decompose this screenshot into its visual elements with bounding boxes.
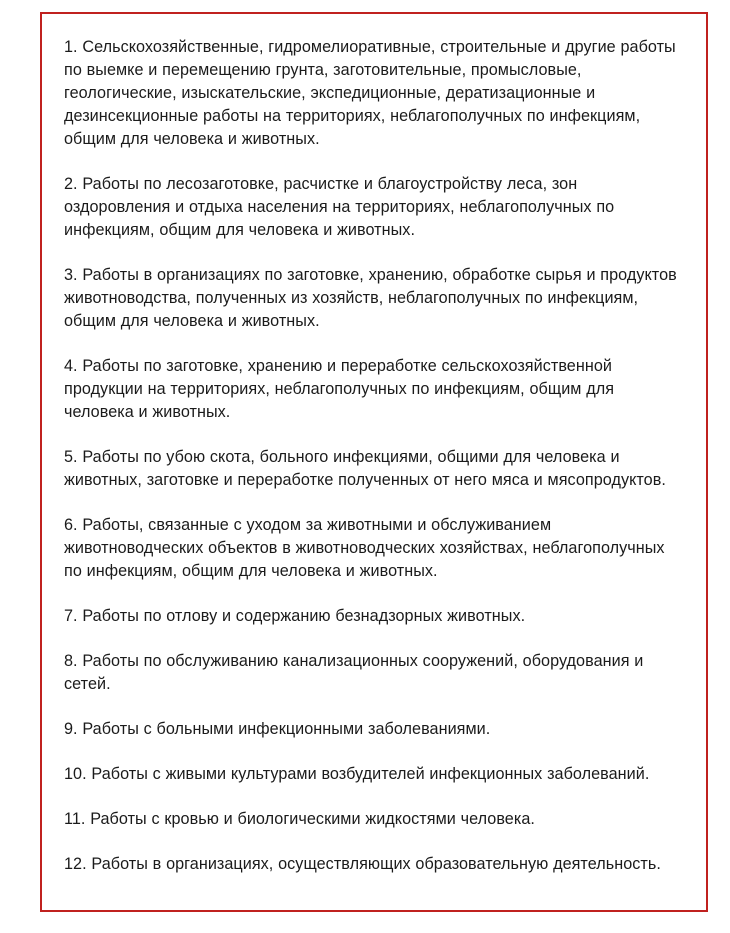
clause-item: 7. Работы по отлову и содержанию безнадзорных животных. — [64, 607, 526, 625]
clause-item: 6. Работы, связанные с уходом за животными и обслуживанием животноводческих объектов в животноводческих хозяйствах, неблагополучных по инфекциям, общим для человека и животных. — [64, 516, 665, 580]
clause-item: 8. Работы по обслуживанию канализационных сооружений, оборудования и сетей. — [64, 652, 644, 693]
clause-item: 9. Работы с больными инфекционными заболеваниями. — [64, 720, 491, 738]
clause-list — [42, 14, 706, 894]
clause-item: 3. Работы в организациях по заготовке, хранению, обработке сырья и продуктов животноводства, полученных из хозяйств, неблагополучных по инфекциям, общим для человека и животных. — [64, 266, 677, 330]
clause-item: 11. Работы с кровью и биологическими жидкостями человека. — [64, 810, 535, 828]
clause-item: 1. Сельскохозяйственные, гидромелиоративные, строительные и другие работы по выемке и перемещению грунта, заготовительные, промысловые, геологические, изыскательские, экспедиционные, дератизационные и дезинсекционные работы на территориях, неблагополучных по инфекциям, общим для человека и животных. — [64, 38, 676, 148]
clause-item: 2. Работы по лесозаготовке, расчистке и благоустройству леса, зон оздоровления и отдыха населения на территориях, неблагополучных по инфекциям, общим для человека и животных. — [64, 175, 615, 239]
document-frame — [40, 12, 708, 912]
clause-item: 4. Работы по заготовке, хранению и переработке сельскохозяйственной продукции на территориях, неблагополучных по инфекциям, общим для человека и животных. — [64, 357, 615, 421]
clause-item: 12. Работы в организациях, осуществляющих образовательную деятельность. — [64, 855, 661, 873]
clause-item: 10. Работы с живыми культурами возбудителей инфекционных заболеваний. — [64, 765, 650, 783]
clause-item: 5. Работы по убою скота, больного инфекциями, общими для человека и животных, заготовке и переработке полученных от него мяса и мясопродуктов. — [64, 448, 666, 489]
